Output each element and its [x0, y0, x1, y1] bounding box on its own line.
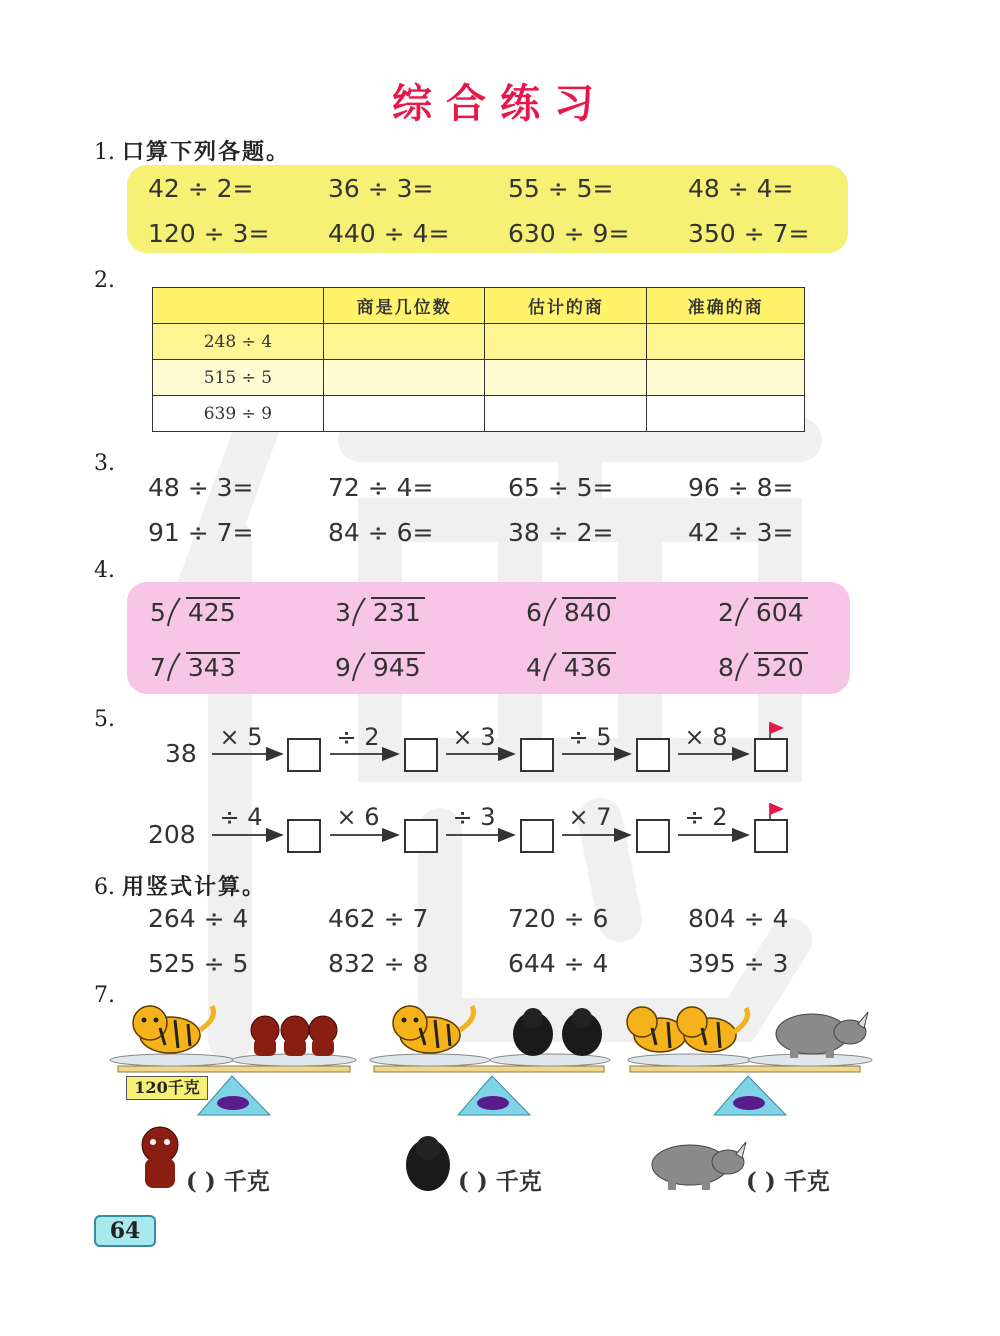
q1-number: 1.	[94, 140, 115, 165]
tiger-icon	[627, 1007, 748, 1052]
q6-expr: 804 ÷ 4	[688, 904, 789, 933]
q7-number: 7.	[94, 983, 115, 1008]
table-row-label: 639 ÷ 9	[153, 396, 324, 432]
q1-expr: 55 ÷ 5=	[508, 174, 614, 203]
answer-box[interactable]	[754, 819, 788, 853]
dividend: 840	[562, 597, 616, 627]
bear-icon	[251, 1016, 337, 1056]
answer-box[interactable]	[636, 738, 670, 772]
q6-instruction: 用竖式计算。	[122, 874, 267, 900]
operation-label: ÷ 3	[452, 803, 496, 831]
q1-expr: 42 ÷ 2=	[148, 174, 254, 203]
q1-expr: 630 ÷ 9=	[508, 219, 630, 248]
q4-number: 4.	[94, 558, 115, 583]
dividend: 520	[754, 652, 808, 682]
gorilla-icon	[406, 1136, 450, 1191]
q5-number: 5.	[94, 707, 115, 732]
q6-heading	[94, 870, 266, 901]
operation-label: ÷ 4	[219, 803, 263, 831]
operation-label: × 5	[219, 723, 263, 751]
divisor: 3	[335, 598, 351, 627]
divisor: 9	[335, 653, 351, 682]
q6-expr: 395 ÷ 3	[688, 949, 789, 978]
q2-number: 2.	[94, 268, 115, 293]
chain-start-value: 208	[148, 820, 196, 849]
balance-scale-icon	[370, 1054, 610, 1115]
table-header-cell: 准确的商	[647, 288, 805, 324]
dividend: 604	[754, 597, 808, 627]
q3-expr: 84 ÷ 6=	[328, 518, 434, 547]
table-row-label: 515 ÷ 5	[153, 360, 324, 396]
operation-label: ÷ 5	[568, 723, 612, 751]
q7-answer-blank[interactable]: ( ) 千克	[746, 1168, 830, 1195]
dividend: 343	[186, 652, 240, 682]
divisor: 8	[718, 653, 734, 682]
q3-expr: 96 ÷ 8=	[688, 473, 794, 502]
gorilla-icon	[513, 1008, 602, 1056]
divisor: 6	[526, 598, 542, 627]
divisor: 4	[526, 653, 542, 682]
dividend: 945	[371, 652, 425, 682]
q3-expr: 91 ÷ 7=	[148, 518, 254, 547]
answer-box[interactable]	[636, 819, 670, 853]
operation-label: ÷ 2	[336, 723, 380, 751]
page-title: 综合练习	[392, 80, 608, 127]
answer-box[interactable]	[287, 819, 321, 853]
answer-box[interactable]	[520, 819, 554, 853]
operation-label: × 8	[684, 723, 728, 751]
q1-expr: 350 ÷ 7=	[688, 219, 810, 248]
chain-start-value: 38	[165, 739, 197, 768]
dividend: 425	[186, 597, 240, 627]
table-row-label: 248 ÷ 4	[153, 324, 324, 360]
operation-label: × 3	[452, 723, 496, 751]
answer-box[interactable]	[520, 738, 554, 772]
q6-expr: 720 ÷ 6	[508, 904, 609, 933]
q6-expr: 832 ÷ 8	[328, 949, 429, 978]
answer-box[interactable]	[754, 738, 788, 772]
q3-expr: 65 ÷ 5=	[508, 473, 614, 502]
operation-label: × 7	[568, 803, 612, 831]
answer-box[interactable]	[404, 738, 438, 772]
q7-answer-blank[interactable]: ( ) 千克	[186, 1168, 270, 1195]
q1-expr: 440 ÷ 4=	[328, 219, 450, 248]
q3-expr: 48 ÷ 3=	[148, 473, 254, 502]
bear-icon	[142, 1127, 178, 1188]
balance-scale-icon	[628, 1054, 872, 1115]
q1-expr: 36 ÷ 3=	[328, 174, 434, 203]
q1-expr: 48 ÷ 4=	[688, 174, 794, 203]
operation-label: × 6	[336, 803, 380, 831]
q6-number: 6.	[94, 875, 115, 900]
q1-expr: 120 ÷ 3=	[148, 219, 270, 248]
answer-box[interactable]	[404, 819, 438, 853]
tiger-icon	[393, 1006, 474, 1053]
q1-instruction: 口算下列各题。	[122, 139, 291, 165]
tiger-icon	[133, 1006, 214, 1053]
q3-expr: 38 ÷ 2=	[508, 518, 614, 547]
q6-expr: 525 ÷ 5	[148, 949, 249, 978]
divisor: 7	[150, 653, 166, 682]
operation-label: ÷ 2	[684, 803, 728, 831]
answer-box[interactable]	[287, 738, 321, 772]
page-number: 64	[94, 1215, 156, 1247]
dividend: 231	[371, 597, 425, 627]
divisor: 5	[150, 598, 166, 627]
q3-expr: 42 ÷ 3=	[688, 518, 794, 547]
q3-number: 3.	[94, 451, 115, 476]
divisor: 2	[718, 598, 734, 627]
q3-expr: 72 ÷ 4=	[328, 473, 434, 502]
rhino-icon	[652, 1142, 746, 1190]
table-header-cell: 估计的商	[485, 288, 647, 324]
rhino-icon	[776, 1012, 868, 1058]
q6-expr: 264 ÷ 4	[148, 904, 249, 933]
q7-answer-blank[interactable]: ( ) 千克	[458, 1168, 542, 1195]
q6-expr: 462 ÷ 7	[328, 904, 429, 933]
table-header-cell: 商是几位数	[323, 288, 485, 324]
q6-expr: 644 ÷ 4	[508, 949, 609, 978]
scale-weight-label: 120千克	[126, 1076, 208, 1100]
dividend: 436	[562, 652, 616, 682]
